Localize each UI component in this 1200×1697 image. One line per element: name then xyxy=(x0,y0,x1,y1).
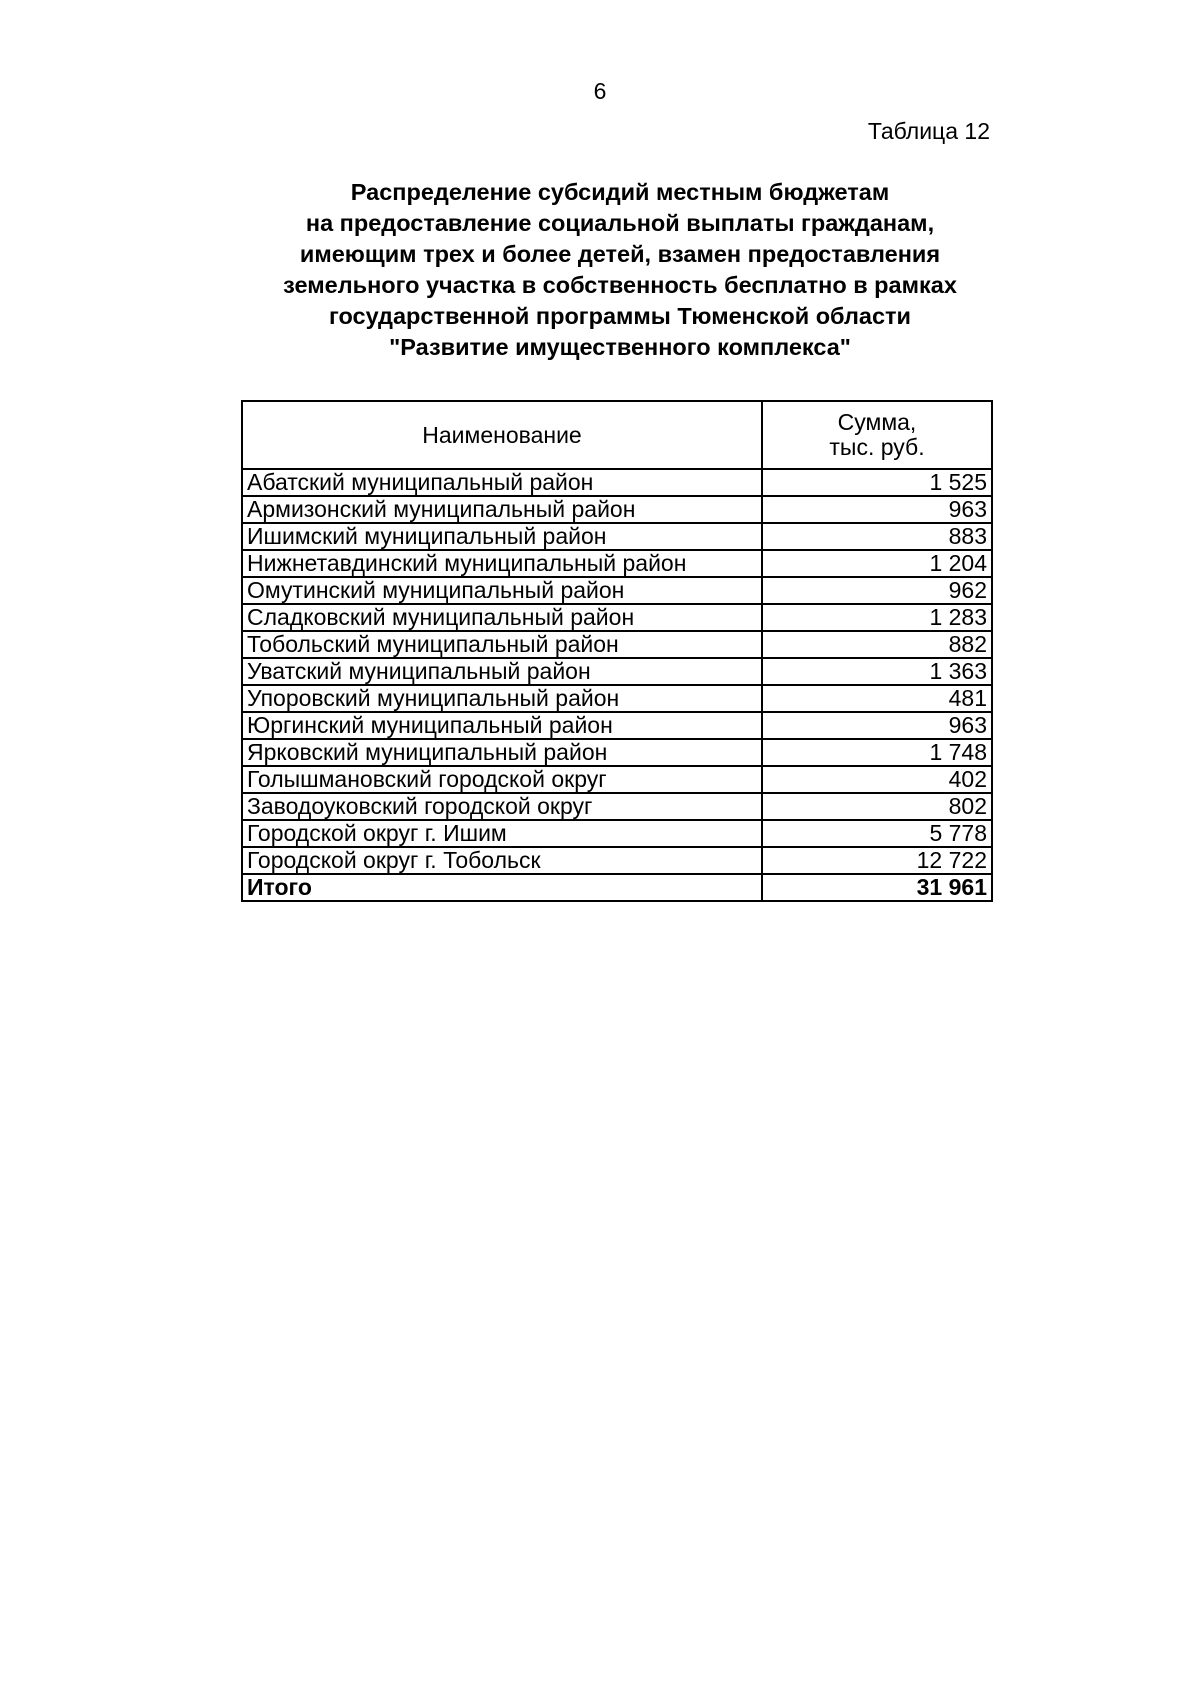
table-row xyxy=(242,820,992,847)
row-name: Армизонский муниципальный район xyxy=(242,496,762,523)
row-name: Голышмановский городской округ xyxy=(242,766,762,793)
header-sum-line2: тыс. руб. xyxy=(829,434,925,460)
total-sum: 31 961 xyxy=(762,874,992,901)
table-row xyxy=(242,496,992,523)
header-sum-line1: Сумма, xyxy=(837,409,917,435)
table-row xyxy=(242,550,992,577)
table-row xyxy=(242,658,992,685)
table-row xyxy=(242,604,992,631)
table-row xyxy=(242,685,992,712)
table-row xyxy=(242,793,992,820)
table-body xyxy=(242,469,992,901)
table-row xyxy=(242,739,992,766)
table-row xyxy=(242,631,992,658)
table-label: Таблица 12 xyxy=(867,118,990,144)
header-sum xyxy=(762,401,992,469)
header-name: Наименование xyxy=(242,401,762,469)
row-name: Заводоуковский городской округ xyxy=(242,793,762,820)
table-row xyxy=(242,577,992,604)
row-sum: 5 778 xyxy=(762,820,992,847)
row-name: Сладковский муниципальный район xyxy=(242,604,762,631)
row-sum: 1 748 xyxy=(762,739,992,766)
row-name: Упоровский муниципальный район xyxy=(242,685,762,712)
table-header-row xyxy=(242,401,992,469)
row-sum: 963 xyxy=(762,496,992,523)
row-sum: 1 283 xyxy=(762,604,992,631)
row-name: Тобольский муниципальный район xyxy=(242,631,762,658)
page-number: 6 xyxy=(593,78,607,104)
title-line: Распределение субсидий местным бюджетам xyxy=(350,179,890,205)
table-row xyxy=(242,523,992,550)
subsidies-table xyxy=(241,400,993,902)
row-name: Абатский муниципальный район xyxy=(242,469,762,496)
title-line: государственной программы Тюменской области xyxy=(328,303,911,329)
table-row xyxy=(242,469,992,496)
row-name: Нижнетавдинский муниципальный район xyxy=(242,550,762,577)
title-line: земельного участка в собственность бесплатно в рамках xyxy=(283,272,957,298)
row-sum: 882 xyxy=(762,631,992,658)
table-row xyxy=(242,847,992,874)
row-name: Омутинский муниципальный район xyxy=(242,577,762,604)
title-line: "Развитие имущественного комплекса" xyxy=(389,334,851,360)
row-name: Уватский муниципальный район xyxy=(242,658,762,685)
title-line: на предоставление социальной выплаты гражданам, xyxy=(305,210,935,236)
row-sum: 802 xyxy=(762,793,992,820)
total-row xyxy=(242,874,992,901)
row-name: Городской округ г. Тобольск xyxy=(242,847,762,874)
row-sum: 12 722 xyxy=(762,847,992,874)
document-title xyxy=(0,177,1200,363)
row-name: Ишимский муниципальный район xyxy=(242,523,762,550)
table-row xyxy=(242,712,992,739)
row-sum: 1 525 xyxy=(762,469,992,496)
row-name: Юргинский муниципальный район xyxy=(242,712,762,739)
row-sum: 883 xyxy=(762,523,992,550)
total-label: Итого xyxy=(242,874,762,901)
row-name: Городской округ г. Ишим xyxy=(242,820,762,847)
row-sum: 481 xyxy=(762,685,992,712)
row-sum: 962 xyxy=(762,577,992,604)
row-name: Ярковский муниципальный район xyxy=(242,739,762,766)
row-sum: 963 xyxy=(762,712,992,739)
row-sum: 402 xyxy=(762,766,992,793)
row-sum: 1 363 xyxy=(762,658,992,685)
table-row xyxy=(242,766,992,793)
title-line: имеющим трех и более детей, взамен предоставления xyxy=(299,241,941,267)
row-sum: 1 204 xyxy=(762,550,992,577)
